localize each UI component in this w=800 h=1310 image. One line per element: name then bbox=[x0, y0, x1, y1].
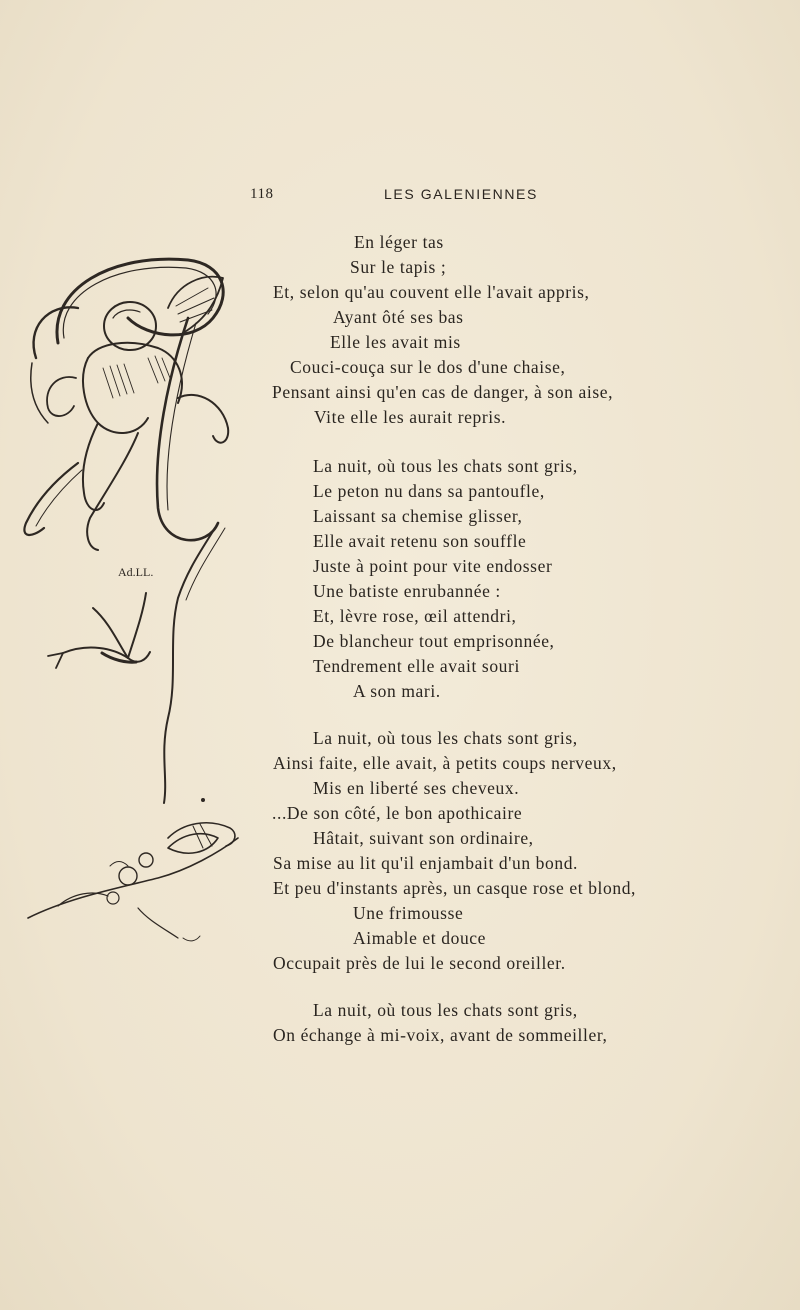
verse-line: Elle les avait mis bbox=[330, 332, 461, 352]
verse-line: Juste à point pour vite endosser bbox=[313, 556, 553, 576]
verse-line: Aimable et douce bbox=[353, 928, 487, 948]
verse-line: Vite elle les aurait repris. bbox=[314, 407, 507, 427]
artist-signature: Ad.LL. bbox=[118, 565, 154, 579]
verse-line: Sa mise au lit qu'il enjambait d'un bond. bbox=[273, 853, 579, 873]
verse-line: Et peu d'instants après, un casque rose et blond, bbox=[273, 878, 637, 898]
verse-line: La nuit, où tous les chats sont gris, bbox=[313, 1000, 578, 1020]
verse-line: On échange à mi-voix, avant de sommeiller, bbox=[273, 1025, 608, 1045]
verse-line: Elle avait retenu son souffle bbox=[313, 531, 527, 551]
verse-line: Pensant ainsi qu'en cas de danger, à son aise, bbox=[272, 382, 614, 402]
verse-line: La nuit, où tous les chats sont gris, bbox=[313, 728, 578, 748]
verse-line: Une batiste enrubannée : bbox=[313, 581, 501, 601]
verse-line: De blancheur tout emprisonnée, bbox=[313, 631, 555, 651]
verse-line: Et, lèvre rose, œil attendri, bbox=[313, 606, 517, 626]
verse-line: Et, selon qu'au couvent elle l'avait appris, bbox=[273, 282, 590, 302]
running-title: LES GALENIENNES bbox=[384, 186, 538, 202]
verse-line: ...De son côté, le bon apothicaire bbox=[272, 803, 523, 823]
page-number: 118 bbox=[250, 186, 274, 202]
verse-line: Une frimousse bbox=[353, 903, 464, 923]
verse-line: Mis en liberté ses cheveux. bbox=[313, 778, 520, 798]
verse-line: Le peton nu dans sa pantoufle, bbox=[313, 481, 545, 501]
verse-line: A son mari. bbox=[353, 681, 441, 701]
verse-line: Laissant sa chemise glisser, bbox=[313, 506, 523, 526]
verse-line: Couci-couça sur le dos d'une chaise, bbox=[290, 357, 566, 377]
verse-line: Ainsi faite, elle avait, à petits coups nerveux, bbox=[273, 753, 617, 773]
verse-line: La nuit, où tous les chats sont gris, bbox=[313, 456, 578, 476]
verse-line: Tendrement elle avait souri bbox=[313, 656, 520, 676]
verse-line: Hâtait, suivant son ordinaire, bbox=[313, 828, 534, 848]
verse-line: Occupait près de lui le second oreiller. bbox=[273, 953, 566, 973]
verse-line: Ayant ôté ses bas bbox=[333, 307, 464, 327]
verse-line: En léger tas bbox=[354, 232, 444, 252]
verse-line: Sur le tapis ; bbox=[350, 257, 447, 277]
